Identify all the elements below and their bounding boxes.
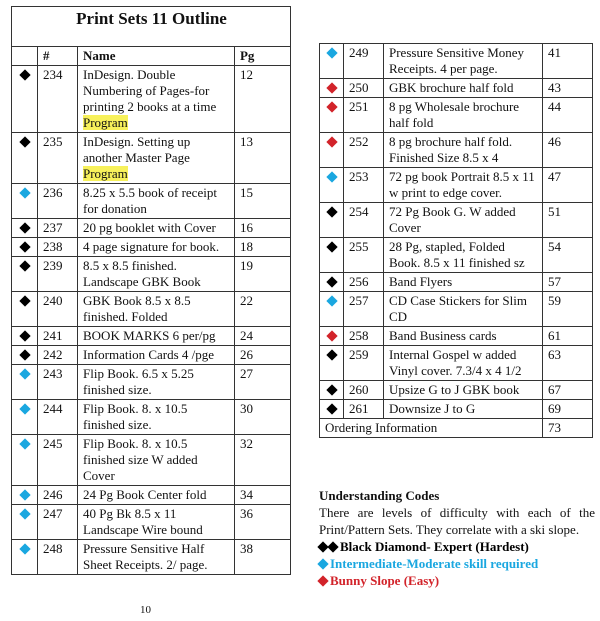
difficulty-cell xyxy=(320,381,344,400)
table-row xyxy=(12,327,291,346)
item-name-text: Flip Book. 6.5 x 5.25 finished size. xyxy=(83,366,194,397)
item-name-text: 72 Pg Book G. W added Cover xyxy=(389,204,516,235)
difficulty-cell xyxy=(320,346,344,381)
item-page: 51 xyxy=(543,203,593,238)
item-number: 247 xyxy=(38,505,78,540)
item-name-text: 8 pg brochure half fold. Finished Size 8.5 x 4 xyxy=(389,134,513,165)
difficulty-cell xyxy=(320,79,344,98)
item-number: 251 xyxy=(344,98,384,133)
black-diamond-icon xyxy=(19,295,30,306)
difficulty-cell xyxy=(320,168,344,203)
table-row xyxy=(12,400,291,435)
item-number: 255 xyxy=(344,238,384,273)
blue-diamond-icon xyxy=(19,543,30,554)
item-name-text: CD Case Stickers for Slim CD xyxy=(389,293,527,324)
item-number: 242 xyxy=(38,346,78,365)
difficulty-cell xyxy=(12,133,38,184)
blue-diamond-icon xyxy=(326,47,337,58)
difficulty-cell xyxy=(12,365,38,400)
item-page: 41 xyxy=(543,44,593,79)
table-header-row xyxy=(12,47,291,66)
program-highlight: Program xyxy=(83,115,128,130)
item-name xyxy=(384,292,543,327)
black-diamond-icon xyxy=(327,541,338,552)
blue-diamond-icon xyxy=(326,171,337,182)
item-name xyxy=(78,486,235,505)
table-row xyxy=(12,66,291,133)
difficulty-cell xyxy=(12,327,38,346)
left-outline-table xyxy=(11,6,291,575)
red-diamond-icon xyxy=(326,82,337,93)
table-row xyxy=(12,365,291,400)
page-title: Print Sets 11 Outline xyxy=(12,7,291,47)
item-name xyxy=(78,238,235,257)
item-number: 252 xyxy=(344,133,384,168)
difficulty-cell xyxy=(320,44,344,79)
difficulty-cell xyxy=(12,292,38,327)
table-row xyxy=(320,238,593,273)
item-name xyxy=(384,238,543,273)
header-pg: Pg xyxy=(234,47,290,66)
black-diamond-icon xyxy=(326,276,337,287)
black-diamond-icon xyxy=(19,330,30,341)
item-name xyxy=(78,540,235,575)
header-mark xyxy=(12,47,38,66)
item-name xyxy=(384,327,543,346)
item-number: 261 xyxy=(344,400,384,419)
table-row xyxy=(12,219,291,238)
blue-diamond-icon xyxy=(19,187,30,198)
table-row xyxy=(320,346,593,381)
item-page: 22 xyxy=(234,292,290,327)
item-number: 250 xyxy=(344,79,384,98)
item-page: 46 xyxy=(543,133,593,168)
item-name xyxy=(384,98,543,133)
item-number: 256 xyxy=(344,273,384,292)
item-number: 254 xyxy=(344,203,384,238)
table-row xyxy=(12,505,291,540)
program-highlight: Program xyxy=(83,166,128,181)
table-row xyxy=(12,133,291,184)
item-number: 245 xyxy=(38,435,78,486)
understanding-codes xyxy=(319,487,595,589)
item-name xyxy=(384,79,543,98)
table-row xyxy=(320,292,593,327)
header-num: # xyxy=(38,47,78,66)
table-row xyxy=(12,435,291,486)
difficulty-cell xyxy=(320,327,344,346)
difficulty-cell xyxy=(320,400,344,419)
item-page: 24 xyxy=(234,327,290,346)
black-diamond-icon xyxy=(19,136,30,147)
table-row xyxy=(12,257,291,292)
item-number: 244 xyxy=(38,400,78,435)
item-name-text: Upsize G to J GBK book xyxy=(389,382,520,397)
item-page: 30 xyxy=(234,400,290,435)
item-name xyxy=(384,346,543,381)
item-name xyxy=(78,66,235,133)
blue-diamond-icon xyxy=(19,489,30,500)
item-name-text: InDesign. Setting up another Master Page xyxy=(83,134,191,165)
item-page: 18 xyxy=(234,238,290,257)
item-name-text: Pressure Sensitive Half Sheet Receipts. 2/ page. xyxy=(83,541,208,572)
table-row xyxy=(12,238,291,257)
difficulty-cell xyxy=(320,273,344,292)
table-row xyxy=(320,381,593,400)
item-name-text: 8 pg Wholesale brochure half fold xyxy=(389,99,520,130)
difficulty-cell xyxy=(320,203,344,238)
legend-red xyxy=(319,572,595,589)
legend-blue xyxy=(319,555,595,572)
item-name-text: 8.25 x 5.5 book of receipt for donation xyxy=(83,185,217,216)
item-page: 19 xyxy=(234,257,290,292)
item-name xyxy=(78,133,235,184)
difficulty-cell xyxy=(12,505,38,540)
item-page: 27 xyxy=(234,365,290,400)
item-page: 32 xyxy=(234,435,290,486)
blue-diamond-icon xyxy=(19,403,30,414)
item-name-text: 40 Pg Bk 8.5 x 11 Landscape Wire bound xyxy=(83,506,203,537)
item-number: 246 xyxy=(38,486,78,505)
table-row xyxy=(320,133,593,168)
item-number: 240 xyxy=(38,292,78,327)
ordering-label: Ordering Information xyxy=(320,419,543,438)
item-name-text: Flip Book. 8. x 10.5 finished size. xyxy=(83,401,188,432)
right-outline-table xyxy=(319,43,593,438)
black-diamond-icon xyxy=(326,241,337,252)
item-name xyxy=(78,505,235,540)
table-row xyxy=(320,400,593,419)
legend-blue-label: Intermediate-Moderate skill required xyxy=(330,556,539,571)
item-name-text: Information Cards 4 /pge xyxy=(83,347,215,362)
item-page: 69 xyxy=(543,400,593,419)
blue-diamond-icon xyxy=(317,558,328,569)
item-page: 16 xyxy=(234,219,290,238)
blue-diamond-icon xyxy=(326,295,337,306)
item-name xyxy=(384,203,543,238)
item-name-text: 28 Pg, stapled, Folded Book. 8.5 x 11 finished sz xyxy=(389,239,525,270)
item-name xyxy=(384,168,543,203)
table-row xyxy=(12,346,291,365)
item-page: 59 xyxy=(543,292,593,327)
black-diamond-icon xyxy=(19,260,30,271)
ordering-page: 73 xyxy=(543,419,593,438)
difficulty-cell xyxy=(12,435,38,486)
item-number: 259 xyxy=(344,346,384,381)
item-number: 234 xyxy=(38,66,78,133)
item-name xyxy=(78,365,235,400)
item-name xyxy=(78,327,235,346)
item-name xyxy=(78,400,235,435)
item-page: 34 xyxy=(234,486,290,505)
item-page: 44 xyxy=(543,98,593,133)
difficulty-cell xyxy=(12,257,38,292)
black-diamond-icon xyxy=(326,384,337,395)
difficulty-cell xyxy=(12,486,38,505)
blue-diamond-icon xyxy=(19,508,30,519)
item-number: 249 xyxy=(344,44,384,79)
codes-heading: Understanding Codes xyxy=(319,488,440,503)
codes-description: There are levels of difficulty with each of the Print/Pattern Sets. They correlate with a ski slope. xyxy=(319,505,595,537)
table-row xyxy=(320,79,593,98)
item-name xyxy=(384,273,543,292)
item-name-text: 24 Pg Book Center fold xyxy=(83,487,207,502)
item-number: 235 xyxy=(38,133,78,184)
page-number: 10 xyxy=(140,604,151,616)
item-name xyxy=(78,257,235,292)
item-number: 238 xyxy=(38,238,78,257)
item-name-text: 20 pg booklet with Cover xyxy=(83,220,216,235)
legend-black xyxy=(319,538,595,555)
red-diamond-icon xyxy=(326,136,337,147)
difficulty-cell xyxy=(320,133,344,168)
item-number: 248 xyxy=(38,540,78,575)
difficulty-cell xyxy=(12,66,38,133)
legend-red-label: Bunny Slope (Easy) xyxy=(330,573,440,588)
table-row xyxy=(320,98,593,133)
legend-black-label: Black Diamond- Expert (Hardest) xyxy=(340,539,529,554)
difficulty-cell xyxy=(320,238,344,273)
black-diamond-icon xyxy=(19,69,30,80)
item-name xyxy=(384,133,543,168)
difficulty-cell xyxy=(12,540,38,575)
item-number: 260 xyxy=(344,381,384,400)
item-name-text: Band Flyers xyxy=(389,274,453,289)
red-diamond-icon xyxy=(326,101,337,112)
item-name-text: 72 pg book Portrait 8.5 x 11 w print to edge cover. xyxy=(389,169,535,200)
black-diamond-icon xyxy=(326,206,337,217)
item-name-text: GBK Book 8.5 x 8.5 finished. Folded xyxy=(83,293,191,324)
item-page: 54 xyxy=(543,238,593,273)
item-number: 236 xyxy=(38,184,78,219)
black-diamond-icon xyxy=(19,222,30,233)
item-number: 253 xyxy=(344,168,384,203)
item-page: 38 xyxy=(234,540,290,575)
black-diamond-icon xyxy=(19,349,30,360)
difficulty-cell xyxy=(12,346,38,365)
table-row xyxy=(320,168,593,203)
item-page: 57 xyxy=(543,273,593,292)
item-name-text: BOOK MARKS 6 per/pg xyxy=(83,328,216,343)
difficulty-cell xyxy=(12,184,38,219)
item-name-text: Flip Book. 8. x 10.5 finished size W added Cover xyxy=(83,436,198,483)
difficulty-cell xyxy=(12,238,38,257)
item-name xyxy=(78,346,235,365)
item-name xyxy=(78,435,235,486)
red-diamond-icon xyxy=(317,575,328,586)
item-name-text: InDesign. Double Numbering of Pages-for printing 2 books at a time xyxy=(83,67,217,114)
table-row xyxy=(12,292,291,327)
item-name xyxy=(384,44,543,79)
item-name xyxy=(78,219,235,238)
item-page: 26 xyxy=(234,346,290,365)
table-row xyxy=(320,44,593,79)
blue-diamond-icon xyxy=(19,438,30,449)
table-row xyxy=(320,203,593,238)
item-page: 63 xyxy=(543,346,593,381)
blue-diamond-icon xyxy=(19,368,30,379)
item-page: 47 xyxy=(543,168,593,203)
ordering-row xyxy=(320,419,593,438)
item-number: 258 xyxy=(344,327,384,346)
difficulty-cell xyxy=(12,400,38,435)
item-page: 13 xyxy=(234,133,290,184)
red-diamond-icon xyxy=(326,330,337,341)
table-row xyxy=(12,486,291,505)
item-number: 243 xyxy=(38,365,78,400)
item-name xyxy=(78,184,235,219)
item-name xyxy=(384,400,543,419)
item-name-text: 4 page signature for book. xyxy=(83,239,220,254)
item-number: 239 xyxy=(38,257,78,292)
table-row xyxy=(12,184,291,219)
item-name xyxy=(384,381,543,400)
item-name-text: Downsize J to G xyxy=(389,401,476,416)
item-name-text: Band Business cards xyxy=(389,328,497,343)
black-diamond-icon xyxy=(19,241,30,252)
item-number: 241 xyxy=(38,327,78,346)
item-page: 67 xyxy=(543,381,593,400)
table-row xyxy=(12,540,291,575)
item-name-text: GBK brochure half fold xyxy=(389,80,514,95)
header-name: Name xyxy=(78,47,235,66)
item-page: 43 xyxy=(543,79,593,98)
black-diamond-icon xyxy=(326,403,337,414)
table-row xyxy=(320,273,593,292)
item-name-text: Internal Gospel w added Vinyl cover. 7.3/4 x 4 1/2 xyxy=(389,347,522,378)
item-name-text: Pressure Sensitive Money Receipts. 4 per page. xyxy=(389,45,525,76)
item-page: 15 xyxy=(234,184,290,219)
difficulty-cell xyxy=(12,219,38,238)
item-number: 257 xyxy=(344,292,384,327)
difficulty-cell xyxy=(320,292,344,327)
item-page: 61 xyxy=(543,327,593,346)
item-number: 237 xyxy=(38,219,78,238)
item-page: 12 xyxy=(234,66,290,133)
table-row xyxy=(320,327,593,346)
item-name-text: 8.5 x 8.5 finished. Landscape GBK Book xyxy=(83,258,201,289)
item-name xyxy=(78,292,235,327)
item-page: 36 xyxy=(234,505,290,540)
difficulty-cell xyxy=(320,98,344,133)
black-diamond-icon xyxy=(326,349,337,360)
